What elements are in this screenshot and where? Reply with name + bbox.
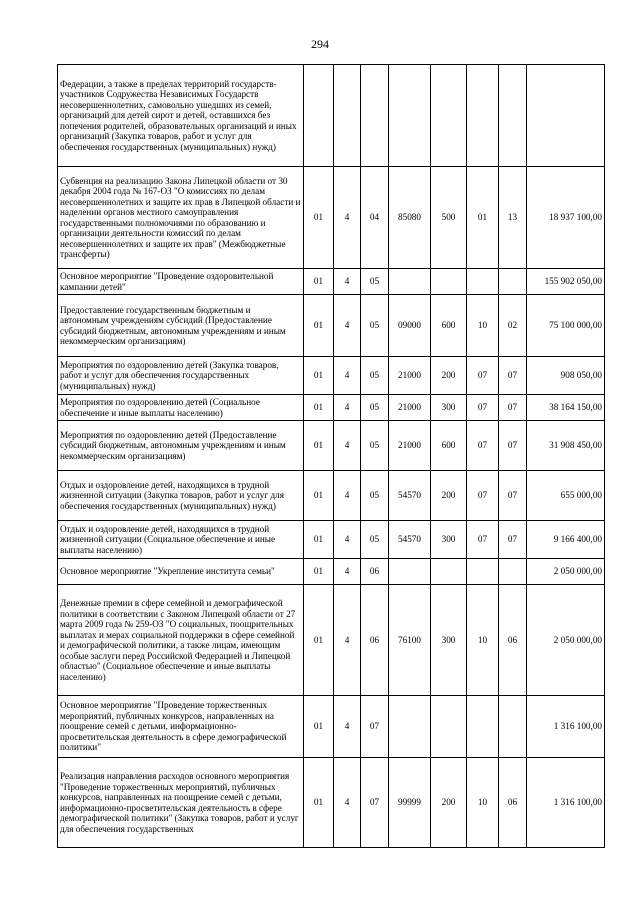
code-direction: 99999 [389, 758, 431, 848]
code-main-event: 05 [361, 521, 389, 559]
row-amount: 1 316 100,00 [527, 696, 605, 758]
row-description: Мероприятия по оздоровлению детей (Предоставление субсидий бюджетным, автономным учреждениям и иным некоммерческим организациям) [58, 421, 304, 471]
code-subsection: 07 [499, 421, 527, 471]
table-row [58, 65, 605, 167]
code-main-event: 05 [361, 357, 389, 395]
code-main-event: 07 [361, 696, 389, 758]
budget-table-body [58, 65, 605, 848]
code-direction [389, 696, 431, 758]
table-row [58, 421, 605, 471]
code-expense-type: 300 [431, 521, 467, 559]
code-subsection: 07 [499, 471, 527, 521]
row-description: Предоставление государственным бюджетным и автономным учреждениям субсидий (Предоставление субсидий бюджетным, автономным учреждениям и иным некоммерческим организациям) [58, 295, 304, 357]
code-direction: 54570 [389, 521, 431, 559]
code-section [467, 696, 499, 758]
row-amount: 1 316 100,00 [527, 758, 605, 848]
row-amount: 18 937 100,00 [527, 167, 605, 269]
code-subprogram: 4 [334, 559, 361, 585]
code-expense-type: 600 [431, 295, 467, 357]
code-main-event: 04 [361, 167, 389, 269]
row-amount: 155 902 050,00 [527, 269, 605, 295]
code-subprogram: 4 [334, 295, 361, 357]
code-direction: 76100 [389, 585, 431, 696]
code-subprogram: 4 [334, 421, 361, 471]
code-main-event: 05 [361, 269, 389, 295]
code-subsection: 07 [499, 395, 527, 421]
code-subsection: 07 [499, 521, 527, 559]
code-expense-type: 300 [431, 585, 467, 696]
code-subsection: 07 [499, 357, 527, 395]
row-description: Федерации, а также в пределах территорий государств-участников Содружества Независимых Государств несовершеннолетних, самовольно ушедших из семей, организаций для детей сирот и детей, оставшихся без попечения родителей, образовательных организаций и иных организаций (Закупка товаров, работ и услуг для обеспечения государственных (муниципальных) нужд) [58, 65, 304, 167]
code-program: 01 [304, 421, 334, 471]
code-main-event: 05 [361, 471, 389, 521]
code-section: 07 [467, 521, 499, 559]
code-subsection [499, 696, 527, 758]
code-expense-type: 300 [431, 395, 467, 421]
code-program: 01 [304, 395, 334, 421]
code-program: 01 [304, 357, 334, 395]
code-program: 01 [304, 471, 334, 521]
row-amount: 908 050,00 [527, 357, 605, 395]
code-expense-type: 500 [431, 167, 467, 269]
code-main-event: 05 [361, 295, 389, 357]
code-section: 07 [467, 471, 499, 521]
table-row [58, 471, 605, 521]
row-description: Основное мероприятие "Укрепление института семьи" [58, 559, 304, 585]
code-section: 10 [467, 295, 499, 357]
code-subprogram: 4 [334, 585, 361, 696]
code-program: 01 [304, 295, 334, 357]
code-subsection: 06 [499, 758, 527, 848]
code-subprogram: 4 [334, 521, 361, 559]
page-number: 294 [311, 37, 329, 51]
table-row [58, 167, 605, 269]
code-program: 01 [304, 559, 334, 585]
code-direction: 21000 [389, 421, 431, 471]
code-section [467, 269, 499, 295]
row-amount: 2 050 000,00 [527, 559, 605, 585]
code-subsection: 06 [499, 585, 527, 696]
row-description: Мероприятия по оздоровлению детей (Закупка товаров, работ и услуг для обеспечения государственных (муниципальных) нужд) [58, 357, 304, 395]
code-main-event [361, 65, 389, 167]
code-subprogram: 4 [334, 471, 361, 521]
code-subsection: 13 [499, 167, 527, 269]
row-amount: 655 000,00 [527, 471, 605, 521]
code-main-event: 07 [361, 758, 389, 848]
row-description: Основное мероприятие "Проведение оздоровительной кампании детей" [58, 269, 304, 295]
code-subsection [499, 559, 527, 585]
code-subsection [499, 65, 527, 167]
code-direction: 21000 [389, 357, 431, 395]
code-main-event: 05 [361, 395, 389, 421]
code-section: 07 [467, 421, 499, 471]
row-description: Субвенция на реализацию Закона Липецкой области от 30 декабря 2004 года № 167-ОЗ "О комиссиях по делам несовершеннолетних и защите их прав в Липецкой области и наделении органов местного самоуправления государственными полномочиями по образованию и организации деятельности комиссий по делам несовершеннолетних и защите их прав" (Межбюджетные трансферты) [58, 167, 304, 269]
row-amount: 38 164 150,00 [527, 395, 605, 421]
code-expense-type [431, 559, 467, 585]
code-direction: 85080 [389, 167, 431, 269]
row-amount: 9 166 400,00 [527, 521, 605, 559]
row-amount: 2 050 000,00 [527, 585, 605, 696]
code-section [467, 65, 499, 167]
code-program: 01 [304, 696, 334, 758]
code-direction: 54570 [389, 471, 431, 521]
code-main-event: 06 [361, 585, 389, 696]
code-subprogram [334, 65, 361, 167]
code-expense-type: 200 [431, 357, 467, 395]
row-description: Денежные премии в сфере семейной и демографической политики в соответствии с Законом Липецкой области от 27 марта 2009 года № 259-ОЗ "О социальных, поощрительных выплатах и мерах социальной поддержки в сфере семейной и демографической политики, а также лицам, имеющим особые заслуги перед Российской Федерацией и Липецкой областью" (Социальное обеспечение и иные выплаты населению) [58, 585, 304, 696]
code-direction: 21000 [389, 395, 431, 421]
code-program: 01 [304, 585, 334, 696]
budget-table [57, 64, 605, 848]
code-section: 10 [467, 758, 499, 848]
code-section [467, 559, 499, 585]
table-row [58, 295, 605, 357]
code-program: 01 [304, 167, 334, 269]
code-direction [389, 559, 431, 585]
row-amount: 31 908 450,00 [527, 421, 605, 471]
code-subprogram: 4 [334, 758, 361, 848]
row-description: Отдых и оздоровление детей, находящихся в трудной жизненной ситуации (Закупка товаров, работ и услуг для обеспечения государственных (муниципальных) нужд) [58, 471, 304, 521]
row-description: Основное мероприятие "Проведение торжественных мероприятий, публичных конкурсов, направленных на поощрение семей с детьми, информационно-просветительская деятельность в сфере демографической политики" [58, 696, 304, 758]
table-row [58, 395, 605, 421]
code-section: 01 [467, 167, 499, 269]
code-subprogram: 4 [334, 696, 361, 758]
table-row [58, 758, 605, 848]
code-main-event: 05 [361, 421, 389, 471]
code-expense-type [431, 65, 467, 167]
code-subsection [499, 269, 527, 295]
code-direction [389, 65, 431, 167]
table-row [58, 521, 605, 559]
table-row [58, 269, 605, 295]
code-section: 10 [467, 585, 499, 696]
code-direction: 09000 [389, 295, 431, 357]
code-subprogram: 4 [334, 269, 361, 295]
code-expense-type: 200 [431, 471, 467, 521]
row-description: Отдых и оздоровление детей, находящихся в трудной жизненной ситуации (Социальное обеспечение и иные выплаты населению) [58, 521, 304, 559]
code-expense-type: 600 [431, 421, 467, 471]
code-subprogram: 4 [334, 167, 361, 269]
table-row [58, 559, 605, 585]
code-program: 01 [304, 269, 334, 295]
code-subprogram: 4 [334, 357, 361, 395]
code-subprogram: 4 [334, 395, 361, 421]
code-section: 07 [467, 395, 499, 421]
code-program: 01 [304, 521, 334, 559]
row-amount [527, 65, 605, 167]
code-expense-type [431, 696, 467, 758]
code-section: 07 [467, 357, 499, 395]
code-program [304, 65, 334, 167]
code-program: 01 [304, 758, 334, 848]
code-direction [389, 269, 431, 295]
code-subsection: 02 [499, 295, 527, 357]
row-amount: 75 100 000,00 [527, 295, 605, 357]
row-description: Реализация направления расходов основного мероприятия "Проведение торжественных мероприятий, публичных конкурсов, направленных на поощрение семей с детьми, информационно-просветительская деятельность в сфере демографической политики" (Закупка товаров, работ и услуг для обеспечения государственных [58, 758, 304, 848]
table-row [58, 696, 605, 758]
table-row [58, 585, 605, 696]
code-expense-type: 200 [431, 758, 467, 848]
row-description: Мероприятия по оздоровлению детей (Социальное обеспечение и иные выплаты населению) [58, 395, 304, 421]
table-row [58, 357, 605, 395]
code-main-event: 06 [361, 559, 389, 585]
code-expense-type [431, 269, 467, 295]
